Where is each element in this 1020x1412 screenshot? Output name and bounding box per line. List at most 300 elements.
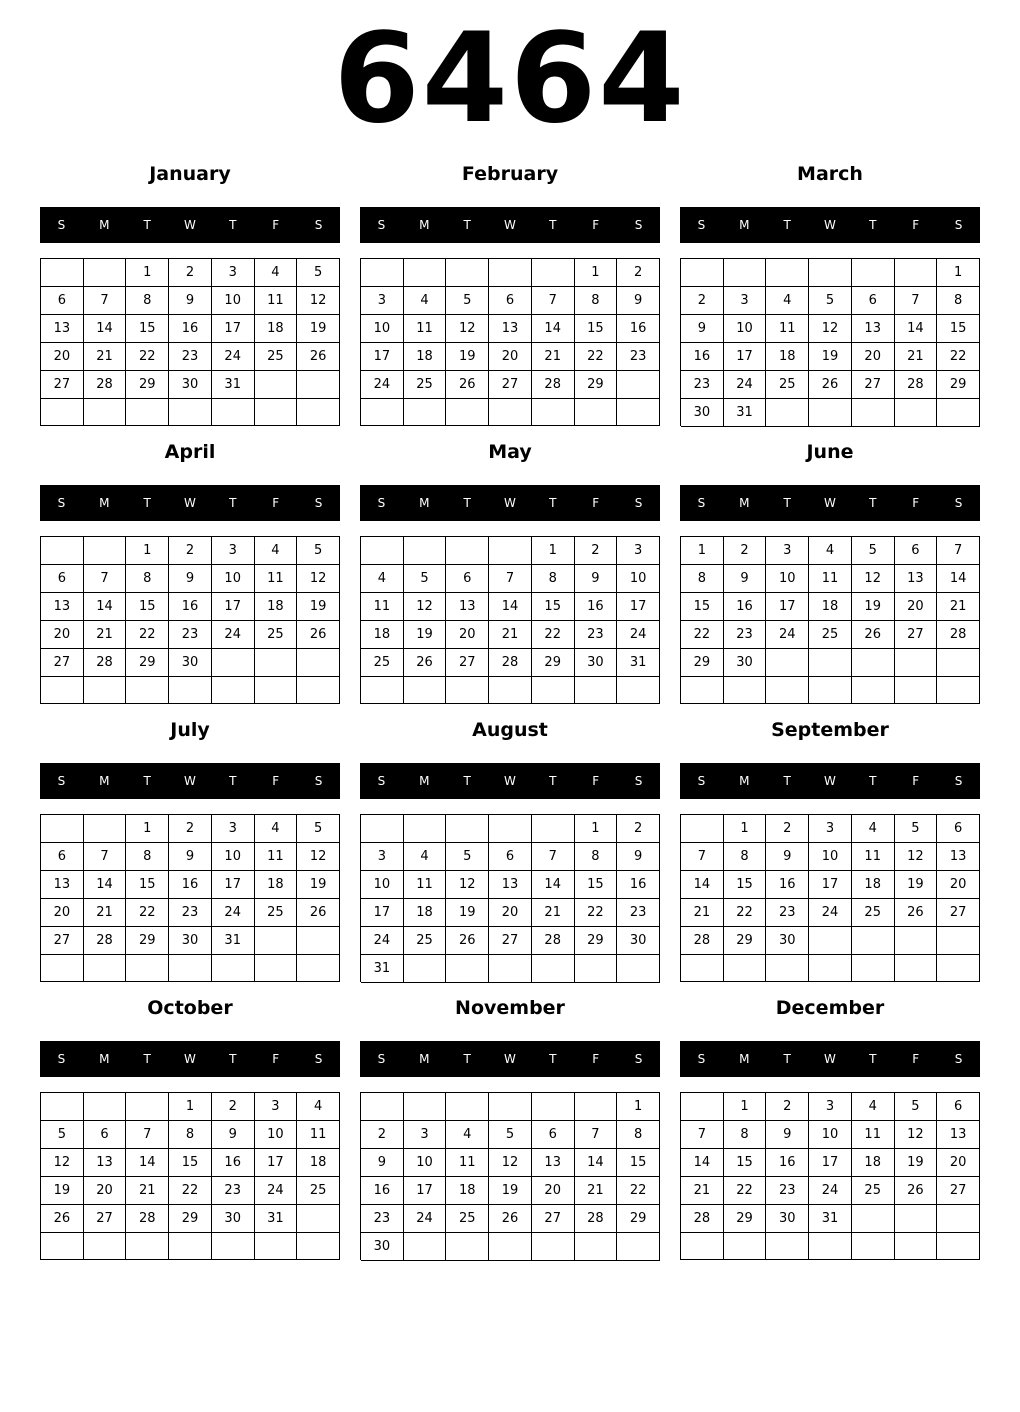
empty-cell: [297, 1233, 340, 1260]
day-cell: 28: [84, 371, 127, 399]
empty-cell: [212, 677, 255, 704]
day-cell: 25: [255, 621, 298, 649]
day-cell: 11: [852, 1121, 895, 1149]
day-cell: 7: [895, 287, 938, 315]
day-cell: 22: [575, 343, 618, 371]
empty-cell: [84, 259, 127, 287]
weekday-label: S: [57, 774, 66, 788]
weekday-label: W: [504, 496, 516, 510]
day-cell: 25: [404, 927, 447, 955]
day-cell: 22: [169, 1177, 212, 1205]
day-grid: [40, 258, 340, 426]
empty-cell: [937, 677, 980, 704]
day-cell: 15: [126, 315, 169, 343]
empty-cell: [852, 1233, 895, 1260]
day-cell: 31: [212, 927, 255, 955]
day-cell: 15: [169, 1149, 212, 1177]
empty-cell: [84, 677, 127, 704]
day-cell: 14: [681, 1149, 724, 1177]
day-cell: 14: [84, 315, 127, 343]
empty-cell: [489, 259, 532, 287]
empty-cell: [937, 1205, 980, 1233]
month-name: August: [472, 719, 548, 741]
day-cell: 8: [126, 287, 169, 315]
day-cell: 14: [532, 871, 575, 899]
empty-cell: [575, 677, 618, 704]
day-cell: 10: [809, 843, 852, 871]
day-cell: 4: [446, 1121, 489, 1149]
day-cell: 11: [255, 843, 298, 871]
day-grid: [360, 258, 660, 426]
day-cell: 1: [126, 815, 169, 843]
weekday-header: [360, 763, 660, 799]
day-cell: 11: [255, 287, 298, 315]
day-cell: 27: [489, 927, 532, 955]
day-cell: 4: [255, 259, 298, 287]
empty-cell: [446, 1233, 489, 1261]
day-cell: 8: [617, 1121, 660, 1149]
empty-cell: [255, 955, 298, 982]
day-grid: [680, 814, 980, 982]
empty-cell: [617, 371, 660, 399]
day-cell: 22: [575, 899, 618, 927]
day-cell: 6: [895, 537, 938, 565]
day-cell: 31: [724, 399, 767, 427]
day-cell: 28: [532, 927, 575, 955]
day-cell: 11: [404, 871, 447, 899]
day-cell: 20: [41, 343, 84, 371]
empty-cell: [84, 537, 127, 565]
day-cell: 24: [212, 899, 255, 927]
empty-cell: [895, 399, 938, 427]
day-cell: 30: [212, 1205, 255, 1233]
weekday-label: S: [697, 1052, 706, 1066]
day-cell: 23: [617, 343, 660, 371]
empty-cell: [575, 955, 618, 983]
weekday-header: [360, 207, 660, 243]
day-cell: 1: [532, 537, 575, 565]
empty-cell: [895, 927, 938, 955]
day-cell: 29: [126, 927, 169, 955]
day-cell: 26: [297, 899, 340, 927]
weekday-label: S: [377, 774, 386, 788]
day-cell: 5: [809, 287, 852, 315]
day-cell: 27: [489, 371, 532, 399]
weekday-header: [360, 1041, 660, 1077]
weekday-label: T: [463, 1052, 471, 1066]
day-cell: 28: [681, 927, 724, 955]
empty-cell: [724, 259, 767, 287]
day-cell: 26: [895, 899, 938, 927]
day-cell: 14: [532, 315, 575, 343]
month-name: October: [147, 997, 233, 1019]
weekday-label: S: [697, 218, 706, 232]
day-cell: 26: [489, 1205, 532, 1233]
month-name: November: [455, 997, 565, 1019]
day-cell: 4: [852, 815, 895, 843]
empty-cell: [126, 677, 169, 704]
empty-cell: [404, 677, 447, 704]
empty-cell: [724, 677, 767, 704]
weekday-label: F: [912, 774, 920, 788]
weekday-label: T: [229, 774, 237, 788]
empty-cell: [41, 1093, 84, 1121]
day-cell: 24: [361, 927, 404, 955]
empty-cell: [126, 399, 169, 426]
day-cell: 19: [297, 593, 340, 621]
empty-cell: [489, 677, 532, 704]
day-cell: 14: [681, 871, 724, 899]
weekday-label: T: [783, 774, 791, 788]
day-cell: 1: [169, 1093, 212, 1121]
day-cell: 8: [724, 843, 767, 871]
weekday-label: S: [697, 774, 706, 788]
day-cell: 18: [361, 621, 404, 649]
day-cell: 10: [766, 565, 809, 593]
empty-cell: [212, 649, 255, 677]
day-cell: 28: [126, 1205, 169, 1233]
month-name: May: [488, 441, 532, 463]
day-cell: 26: [852, 621, 895, 649]
day-cell: 9: [169, 843, 212, 871]
day-cell: 12: [297, 565, 340, 593]
day-cell: 21: [489, 621, 532, 649]
day-cell: 1: [724, 1093, 767, 1121]
day-cell: 3: [255, 1093, 298, 1121]
day-cell: 21: [84, 621, 127, 649]
day-cell: 20: [446, 621, 489, 649]
day-cell: 8: [937, 287, 980, 315]
empty-cell: [361, 677, 404, 704]
day-cell: 21: [937, 593, 980, 621]
day-cell: 22: [681, 621, 724, 649]
day-cell: 20: [41, 621, 84, 649]
weekday-label: S: [314, 1052, 323, 1066]
day-cell: 10: [212, 287, 255, 315]
weekday-label: M: [419, 1052, 430, 1066]
empty-cell: [532, 955, 575, 983]
day-cell: 23: [169, 343, 212, 371]
empty-cell: [297, 927, 340, 955]
empty-cell: [446, 955, 489, 983]
weekday-label: T: [463, 218, 471, 232]
day-cell: 5: [446, 843, 489, 871]
empty-cell: [255, 649, 298, 677]
day-cell: 26: [809, 371, 852, 399]
day-cell: 12: [297, 287, 340, 315]
day-cell: 25: [255, 899, 298, 927]
empty-cell: [617, 399, 660, 426]
day-cell: 22: [724, 899, 767, 927]
day-cell: 13: [446, 593, 489, 621]
day-cell: 6: [41, 287, 84, 315]
day-cell: 3: [809, 815, 852, 843]
day-cell: 29: [724, 1205, 767, 1233]
day-cell: 9: [617, 843, 660, 871]
weekday-label: S: [697, 496, 706, 510]
day-cell: 28: [84, 927, 127, 955]
day-cell: 16: [766, 871, 809, 899]
empty-cell: [169, 399, 212, 426]
empty-cell: [617, 677, 660, 704]
day-cell: 7: [575, 1121, 618, 1149]
day-cell: 16: [212, 1149, 255, 1177]
empty-cell: [617, 955, 660, 983]
weekday-label: S: [377, 496, 386, 510]
day-cell: 4: [255, 537, 298, 565]
weekday-label: T: [229, 496, 237, 510]
day-cell: 19: [895, 1149, 938, 1177]
day-cell: 28: [937, 621, 980, 649]
empty-cell: [937, 649, 980, 677]
day-cell: 24: [617, 621, 660, 649]
empty-cell: [809, 1233, 852, 1260]
empty-cell: [169, 677, 212, 704]
empty-cell: [852, 677, 895, 704]
day-cell: 7: [532, 287, 575, 315]
day-cell: 24: [809, 1177, 852, 1205]
empty-cell: [255, 399, 298, 426]
weekday-label: S: [954, 218, 963, 232]
empty-cell: [489, 955, 532, 983]
weekday-label: M: [419, 496, 430, 510]
empty-cell: [361, 537, 404, 565]
day-cell: 2: [575, 537, 618, 565]
day-cell: 17: [724, 343, 767, 371]
empty-cell: [489, 815, 532, 843]
empty-cell: [41, 399, 84, 426]
day-cell: 23: [169, 899, 212, 927]
weekday-label: T: [143, 774, 151, 788]
weekday-label: M: [739, 774, 750, 788]
day-cell: 23: [617, 899, 660, 927]
empty-cell: [724, 955, 767, 982]
day-cell: 21: [532, 343, 575, 371]
day-cell: 16: [169, 871, 212, 899]
day-cell: 20: [489, 343, 532, 371]
weekday-header: [40, 763, 340, 799]
weekday-label: S: [57, 496, 66, 510]
day-cell: 3: [212, 537, 255, 565]
day-cell: 13: [852, 315, 895, 343]
day-cell: 8: [126, 843, 169, 871]
day-cell: 14: [84, 593, 127, 621]
day-cell: 16: [617, 871, 660, 899]
day-cell: 2: [212, 1093, 255, 1121]
day-cell: 19: [489, 1177, 532, 1205]
day-cell: 14: [575, 1149, 618, 1177]
weekday-label: M: [739, 218, 750, 232]
day-cell: 20: [852, 343, 895, 371]
weekday-label: W: [504, 218, 516, 232]
day-cell: 10: [212, 565, 255, 593]
weekday-label: S: [634, 1052, 643, 1066]
empty-cell: [895, 1233, 938, 1260]
day-cell: 13: [895, 565, 938, 593]
weekday-label: T: [143, 218, 151, 232]
day-cell: 2: [681, 287, 724, 315]
empty-cell: [937, 399, 980, 427]
day-cell: 6: [446, 565, 489, 593]
day-cell: 9: [212, 1121, 255, 1149]
day-cell: 17: [255, 1149, 298, 1177]
day-cell: 27: [895, 621, 938, 649]
empty-cell: [404, 1093, 447, 1121]
day-cell: 2: [617, 815, 660, 843]
day-cell: 18: [404, 899, 447, 927]
empty-cell: [255, 1233, 298, 1260]
weekday-label: F: [592, 218, 600, 232]
weekday-label: F: [912, 496, 920, 510]
day-cell: 10: [212, 843, 255, 871]
day-cell: 28: [895, 371, 938, 399]
empty-cell: [297, 955, 340, 982]
day-cell: 23: [169, 621, 212, 649]
day-cell: 12: [404, 593, 447, 621]
day-cell: 3: [361, 287, 404, 315]
day-cell: 18: [852, 1149, 895, 1177]
day-cell: 8: [575, 287, 618, 315]
day-cell: 17: [404, 1177, 447, 1205]
day-cell: 12: [809, 315, 852, 343]
weekday-label: W: [184, 218, 196, 232]
empty-cell: [297, 1205, 340, 1233]
day-cell: 16: [724, 593, 767, 621]
day-cell: 28: [84, 649, 127, 677]
day-cell: 1: [126, 537, 169, 565]
day-cell: 12: [41, 1149, 84, 1177]
day-cell: 14: [895, 315, 938, 343]
weekday-label: T: [869, 1052, 877, 1066]
day-cell: 15: [126, 593, 169, 621]
day-cell: 13: [937, 1121, 980, 1149]
weekday-label: S: [377, 1052, 386, 1066]
day-cell: 19: [41, 1177, 84, 1205]
day-cell: 30: [169, 927, 212, 955]
day-cell: 6: [937, 815, 980, 843]
day-cell: 6: [41, 565, 84, 593]
day-cell: 24: [809, 899, 852, 927]
day-cell: 16: [169, 593, 212, 621]
day-cell: 20: [532, 1177, 575, 1205]
day-cell: 7: [84, 287, 127, 315]
day-cell: 23: [766, 1177, 809, 1205]
empty-cell: [255, 927, 298, 955]
day-cell: 17: [212, 315, 255, 343]
day-cell: 15: [575, 315, 618, 343]
empty-cell: [84, 1233, 127, 1260]
day-cell: 17: [809, 1149, 852, 1177]
weekday-label: M: [739, 1052, 750, 1066]
day-cell: 20: [489, 899, 532, 927]
day-cell: 22: [126, 899, 169, 927]
day-cell: 24: [212, 343, 255, 371]
day-grid: [360, 814, 660, 982]
day-cell: 30: [169, 649, 212, 677]
day-cell: 11: [446, 1149, 489, 1177]
empty-cell: [681, 815, 724, 843]
day-cell: 3: [212, 815, 255, 843]
empty-cell: [852, 399, 895, 427]
month-name: March: [797, 163, 863, 185]
day-cell: 8: [724, 1121, 767, 1149]
day-cell: 18: [852, 871, 895, 899]
empty-cell: [361, 259, 404, 287]
weekday-label: S: [634, 218, 643, 232]
empty-cell: [681, 1233, 724, 1260]
empty-cell: [937, 927, 980, 955]
empty-cell: [809, 649, 852, 677]
weekday-label: S: [377, 218, 386, 232]
empty-cell: [766, 259, 809, 287]
day-cell: 2: [617, 259, 660, 287]
empty-cell: [126, 1093, 169, 1121]
day-cell: 23: [212, 1177, 255, 1205]
empty-cell: [895, 259, 938, 287]
day-cell: 21: [681, 1177, 724, 1205]
day-cell: 11: [766, 315, 809, 343]
day-cell: 30: [766, 927, 809, 955]
day-cell: 29: [681, 649, 724, 677]
day-cell: 9: [169, 565, 212, 593]
day-cell: 27: [41, 649, 84, 677]
day-cell: 2: [766, 815, 809, 843]
weekday-label: F: [272, 774, 280, 788]
day-cell: 25: [404, 371, 447, 399]
weekday-header: [680, 1041, 980, 1077]
day-cell: 2: [169, 815, 212, 843]
day-cell: 25: [766, 371, 809, 399]
day-cell: 15: [126, 871, 169, 899]
day-cell: 28: [532, 371, 575, 399]
weekday-label: F: [592, 496, 600, 510]
day-cell: 3: [809, 1093, 852, 1121]
day-grid: [40, 814, 340, 982]
day-cell: 15: [724, 1149, 767, 1177]
empty-cell: [489, 1233, 532, 1261]
weekday-label: S: [314, 218, 323, 232]
weekday-header: [40, 207, 340, 243]
month-name: September: [771, 719, 889, 741]
day-cell: 7: [84, 843, 127, 871]
day-cell: 16: [361, 1177, 404, 1205]
day-cell: 25: [297, 1177, 340, 1205]
day-cell: 23: [681, 371, 724, 399]
day-cell: 9: [724, 565, 767, 593]
day-cell: 27: [84, 1205, 127, 1233]
day-cell: 1: [575, 815, 618, 843]
day-cell: 9: [169, 287, 212, 315]
day-cell: 12: [446, 871, 489, 899]
empty-cell: [169, 955, 212, 982]
weekday-label: M: [739, 496, 750, 510]
weekday-label: M: [99, 218, 110, 232]
day-cell: 28: [575, 1205, 618, 1233]
day-cell: 7: [84, 565, 127, 593]
day-cell: 25: [852, 1177, 895, 1205]
day-cell: 9: [766, 843, 809, 871]
day-cell: 21: [84, 899, 127, 927]
day-cell: 21: [126, 1177, 169, 1205]
weekday-label: T: [549, 496, 557, 510]
day-cell: 1: [575, 259, 618, 287]
day-cell: 30: [766, 1205, 809, 1233]
empty-cell: [809, 399, 852, 427]
day-cell: 24: [361, 371, 404, 399]
day-cell: 27: [937, 1177, 980, 1205]
day-cell: 4: [361, 565, 404, 593]
weekday-header: [360, 485, 660, 521]
